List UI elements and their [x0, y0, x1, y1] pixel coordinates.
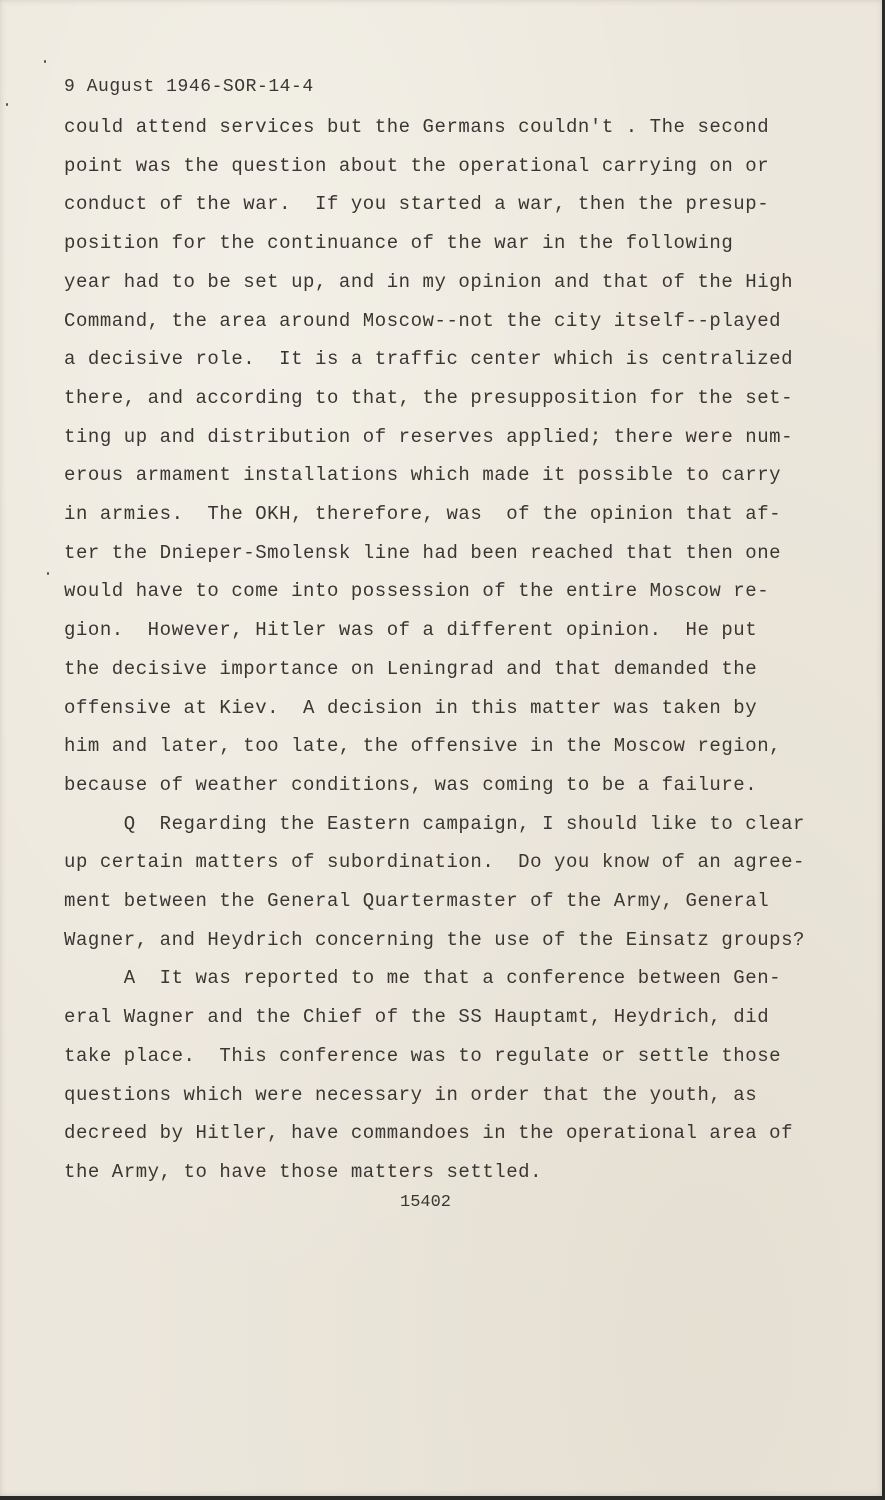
text-line: Q Regarding the Eastern campaign, I should like to clear [64, 812, 806, 835]
text-line: Command, the area around Moscow--not the city itself--played [64, 309, 782, 332]
text-line: ting up and distribution of reserves applied; there were num- [64, 425, 794, 448]
text-line: would have to come into possession of the entire Moscow re- [64, 580, 770, 603]
text-line: position for the continuance of the war in the following [64, 232, 734, 255]
text-line: decreed by Hitler, have commandoes in the operational area of [64, 1122, 794, 1145]
text-line: year had to be set up, and in my opinion and that of the High [64, 270, 794, 293]
text-line: could attend services but the Germans couldn't . The second [64, 116, 770, 138]
text-line: take place. This conference was to regulate or settle those [64, 1044, 782, 1067]
text-line: offensive at Kiev. A decision in this matter was taken by [64, 696, 758, 719]
text-line: in armies. The OKH, therefore, was of the opinion that af- [64, 503, 782, 525]
text-line: erous armament installations which made it possible to carry [64, 464, 782, 487]
paper-speck [6, 103, 8, 106]
paper-speck [47, 572, 49, 575]
document-header: 9 August 1946-SOR-14-4 [64, 77, 314, 97]
text-line: because of weather conditions, was coming to be a failure. [64, 773, 758, 796]
text-line: gion. However, Hitler was of a different opinion. He put [64, 619, 758, 642]
text-line: the decisive importance on Leningrad and that demanded the [64, 657, 758, 680]
text-line: ment between the General Quartermaster of the Army, General [64, 890, 770, 912]
page-number: 15402 [400, 1193, 452, 1212]
text-line: questions which were necessary in order that the youth, as [64, 1083, 758, 1106]
text-line: eral Wagner and the Chief of the SS Hauptamt, Heydrich, did [64, 1006, 770, 1029]
paper-speck [44, 60, 46, 63]
text-line: point was the question about the operational carrying on or [64, 154, 770, 177]
text-line: there, and according to that, the presupposition for the set- [64, 386, 794, 409]
text-line: him and later, too late, the offensive in the Moscow region, [64, 735, 782, 758]
text-line: a decisive role. It is a traffic center which is centralized [64, 348, 794, 371]
text-line: A It was reported to me that a conference between Gen- [64, 967, 782, 990]
text-line: conduct of the war. If you started a war, then the presup- [64, 193, 770, 216]
text-line: ter the Dnieper-Smolensk line had been reached that then one [64, 541, 782, 564]
text-line: up certain matters of subordination. Do you know of an agree- [64, 851, 806, 874]
text-line: Wagner, and Heydrich concerning the use of the Einsatz groups? [64, 928, 806, 951]
text-line: the Army, to have those matters settled. [64, 1160, 543, 1183]
